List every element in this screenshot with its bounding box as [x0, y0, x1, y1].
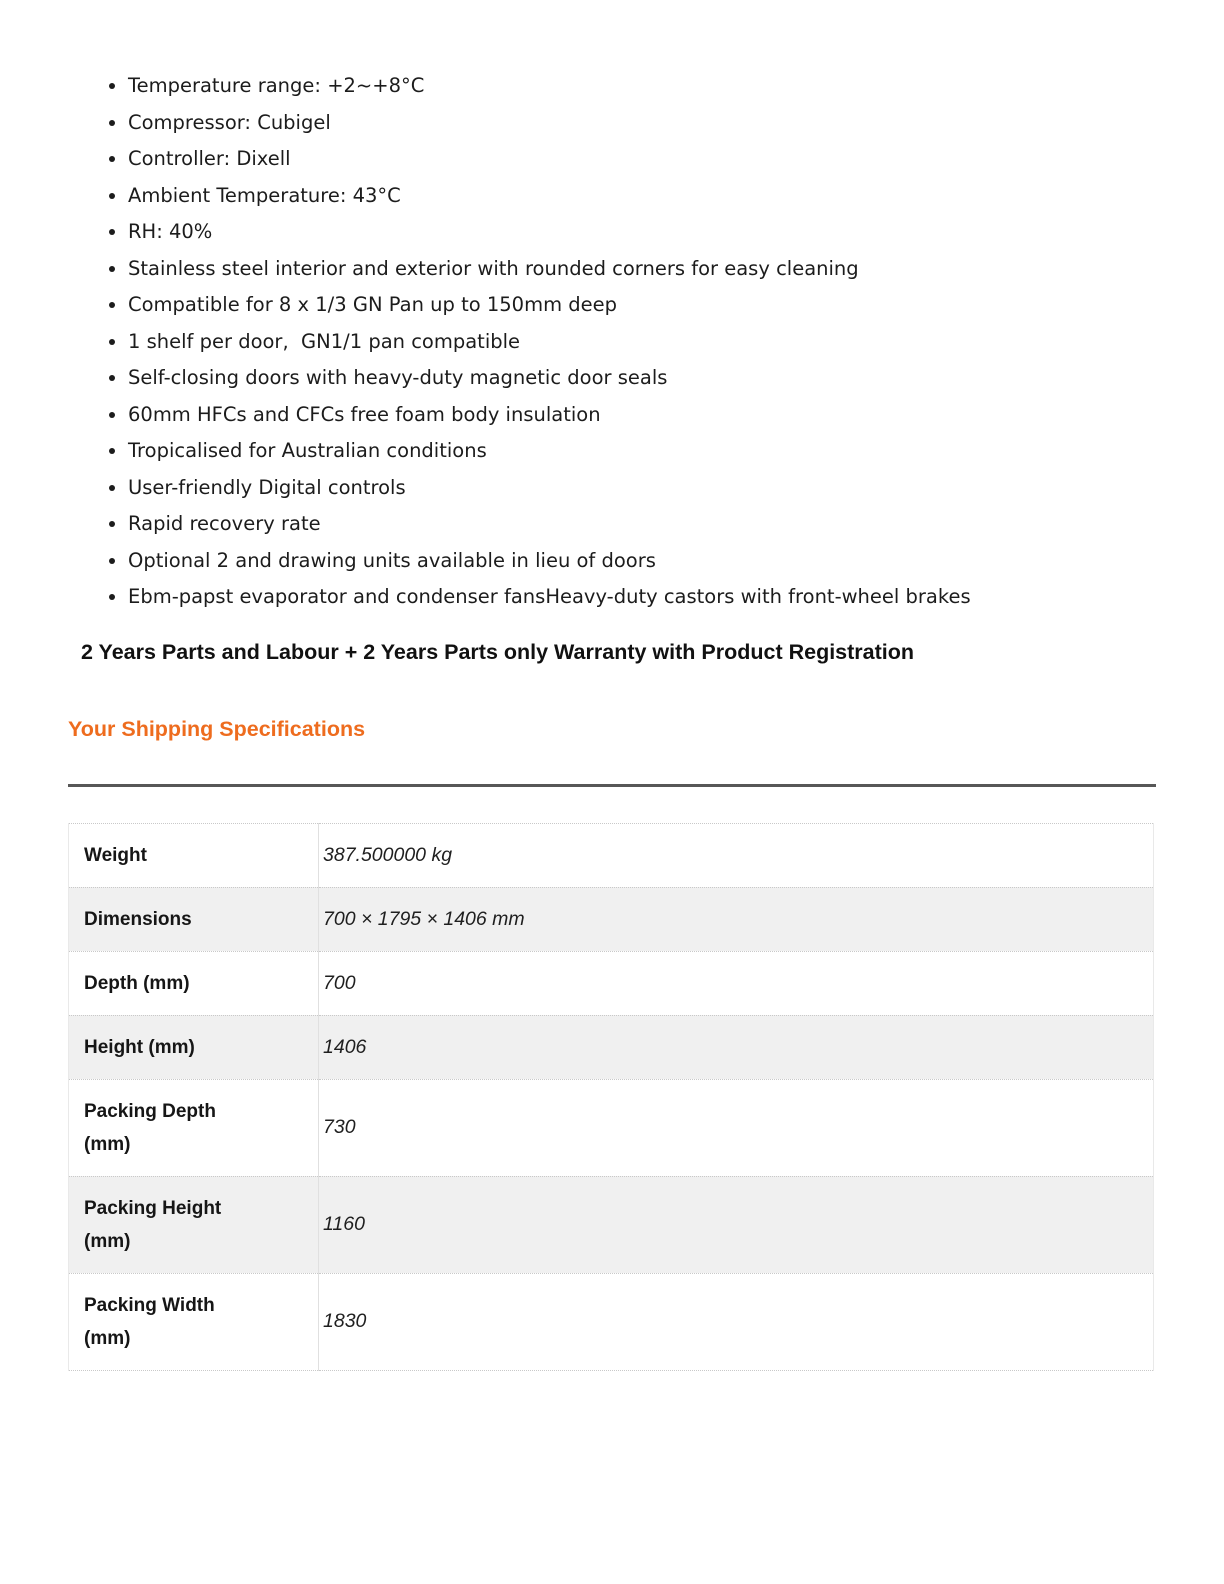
spec-label: Height (mm): [84, 1036, 195, 1058]
feature-item: • Ebm-papst evaporator and condenser fansHeavy-duty castors with front-wheel brakes: [128, 579, 1033, 616]
spec-value: 700: [319, 951, 1154, 1015]
spec-row-packing-height: [69, 1176, 1154, 1273]
spec-label-cell: [69, 887, 319, 951]
feature-item: • Ambient Temperature: 43°C: [128, 178, 1156, 215]
spec-row-dimensions: [69, 887, 1154, 951]
spec-label-cell: [69, 1079, 319, 1176]
spec-label-line2: (mm): [84, 1230, 131, 1252]
shipping-spec-table: [68, 823, 1154, 1371]
spec-row-packing-width: [69, 1273, 1154, 1370]
feature-list: [68, 68, 1156, 616]
spec-label-cell: [69, 1015, 319, 1079]
spec-row-packing-depth: [69, 1079, 1154, 1176]
spec-row-depth: [69, 951, 1154, 1015]
spec-label-cell: [69, 1273, 319, 1370]
feature-item: • Self-closing doors with heavy-duty magnetic door seals: [128, 360, 1156, 397]
spec-label: Packing Height: [84, 1197, 222, 1219]
spec-label-cell: [69, 1176, 319, 1273]
feature-item: • 60mm HFCs and CFCs free foam body insulation: [128, 397, 1156, 434]
spec-value: 1830: [319, 1273, 1154, 1370]
feature-item: • Controller: Dixell: [128, 141, 1156, 178]
spec-label-line2: (mm): [84, 1133, 131, 1155]
spec-label-line2: (mm): [84, 1327, 131, 1349]
spec-label: Weight: [84, 844, 147, 866]
spec-value: 730: [319, 1079, 1154, 1176]
feature-item: • Optional 2 and drawing units available in lieu of doors: [128, 543, 1156, 580]
warranty-note: 2 Years Parts and Labour + 2 Years Parts only Warranty with Product Registration: [81, 639, 915, 664]
spec-row-height: [69, 1015, 1154, 1079]
spec-label: Packing Depth: [84, 1100, 216, 1122]
feature-item: • Temperature range: +2~+8°C: [128, 68, 1156, 105]
feature-item: • Rapid recovery rate: [128, 506, 1156, 543]
section-divider: [68, 784, 1156, 787]
feature-item: • RH: 40%: [128, 214, 1156, 251]
spec-value: 1160: [319, 1176, 1154, 1273]
feature-item: • 1 shelf per door, GN1/1 pan compatible: [128, 324, 1156, 361]
spec-label: Dimensions: [84, 908, 192, 930]
feature-item: • User-friendly Digital controls: [128, 470, 1156, 507]
feature-item: • Tropicalised for Australian conditions: [128, 433, 1156, 470]
spec-label-cell: [69, 951, 319, 1015]
spec-label-cell: [69, 823, 319, 887]
spec-label: Depth (mm): [84, 972, 190, 994]
spec-value: 387.500000 kg: [319, 823, 1154, 887]
spec-value: 1406: [319, 1015, 1154, 1079]
feature-item: • Stainless steel interior and exterior with rounded corners for easy cleaning: [128, 251, 1156, 288]
spec-label: Packing Width: [84, 1294, 215, 1316]
feature-item: • Compressor: Cubigel: [128, 105, 1156, 142]
shipping-specs-heading: Your Shipping Specifications: [68, 716, 366, 741]
spec-row-weight: [69, 823, 1154, 887]
feature-item: • Compatible for 8 x 1/3 GN Pan up to 150mm deep: [128, 287, 1156, 324]
spec-value: 700 × 1795 × 1406 mm: [319, 887, 1154, 951]
